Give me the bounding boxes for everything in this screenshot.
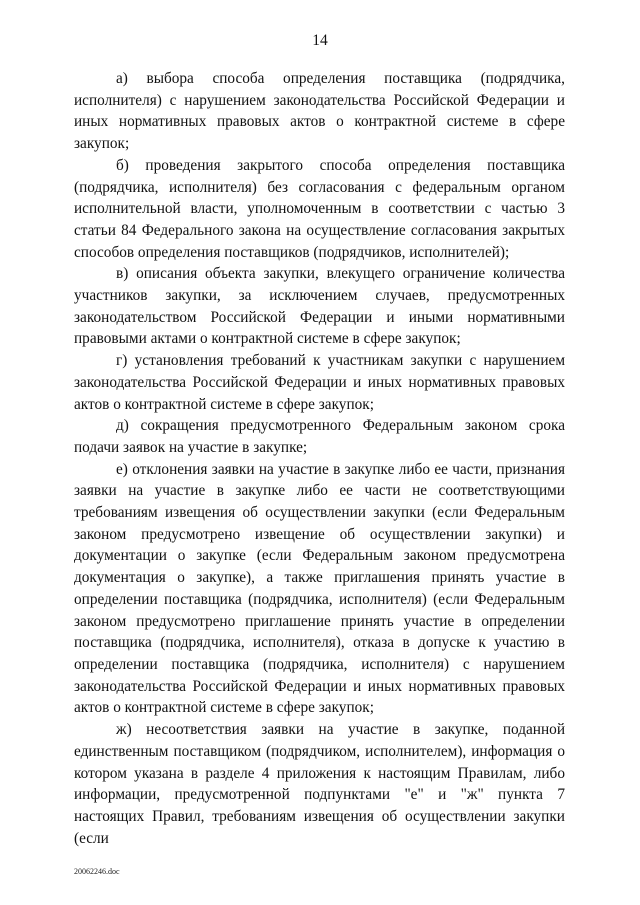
paragraph-zh: ж) несоответствия заявки на участие в закупке, поданной единственным поставщиком (подрядчиком, исполнителем), информация о котором указана в разделе 4 приложения к настоящим Правилам, либо информации, предусмотренной подпунктами "е" и "ж" пункта 7 настоящих Правил, требованиям извещения об осуществлении закупки (если — [74, 721, 565, 847]
footer-file-code: 20062246.doc — [74, 867, 120, 876]
paragraph-g: г) установления требований к участникам закупки с нарушением законодательства Российской Федерации и иных нормативных правовых актов о контрактной системе в сфере закупок; — [74, 352, 565, 413]
paragraph-a: а) выбора способа определения поставщика (подрядчика, исполнителя) с нарушением законодательства Российской Федерации и иных нормативных правовых актов о контрактной системе в сфере закупок; — [74, 70, 565, 153]
page-number: 14 — [312, 32, 328, 49]
paragraph-b: б) проведения закрытого способа определения поставщика (подрядчика, исполнителя) без согласования с федеральным органом исполнительной власти, уполномоченным в соответствии с частью 3 статьи 84 Федерального закона на осуществление согласования закрытых способов определения поставщиков (подрядчиков, исполнителей); — [74, 156, 565, 261]
document-body — [74, 68, 565, 849]
paragraph-e: е) отклонения заявки на участие в закупке либо ее части, признания заявки на участие в закупке либо ее части не соответствующими требованиям извещения об осуществлении закупки (если Федеральным законом предусмотрено извещение об осуществлении закупки) и документации о закупке (если Федеральным законом предусмотрена документация о закупке), а также приглашения принять участие в определении поставщика (подрядчика, исполнителя) (если Федеральным законом предусмотрено приглашение принять участие в определении поставщика (подрядчика, исполнителя), отказа в допуске к участию в определении поставщика (подрядчика, исполнителя) с нарушением законодательства Российской Федерации и иных нормативных правовых актов о контрактной системе в сфере закупок; — [74, 460, 565, 717]
paragraph-d: д) сокращения предусмотренного Федеральным законом срока подачи заявок на участие в закупке; — [74, 417, 565, 456]
paragraph-v: в) описания объекта закупки, влекущего ограничение количества участников закупки, за исключением случаев, предусмотренных законодательством Российской Федерации и иными нормативными правовыми актами о контрактной системе в сфере закупок; — [74, 265, 565, 348]
